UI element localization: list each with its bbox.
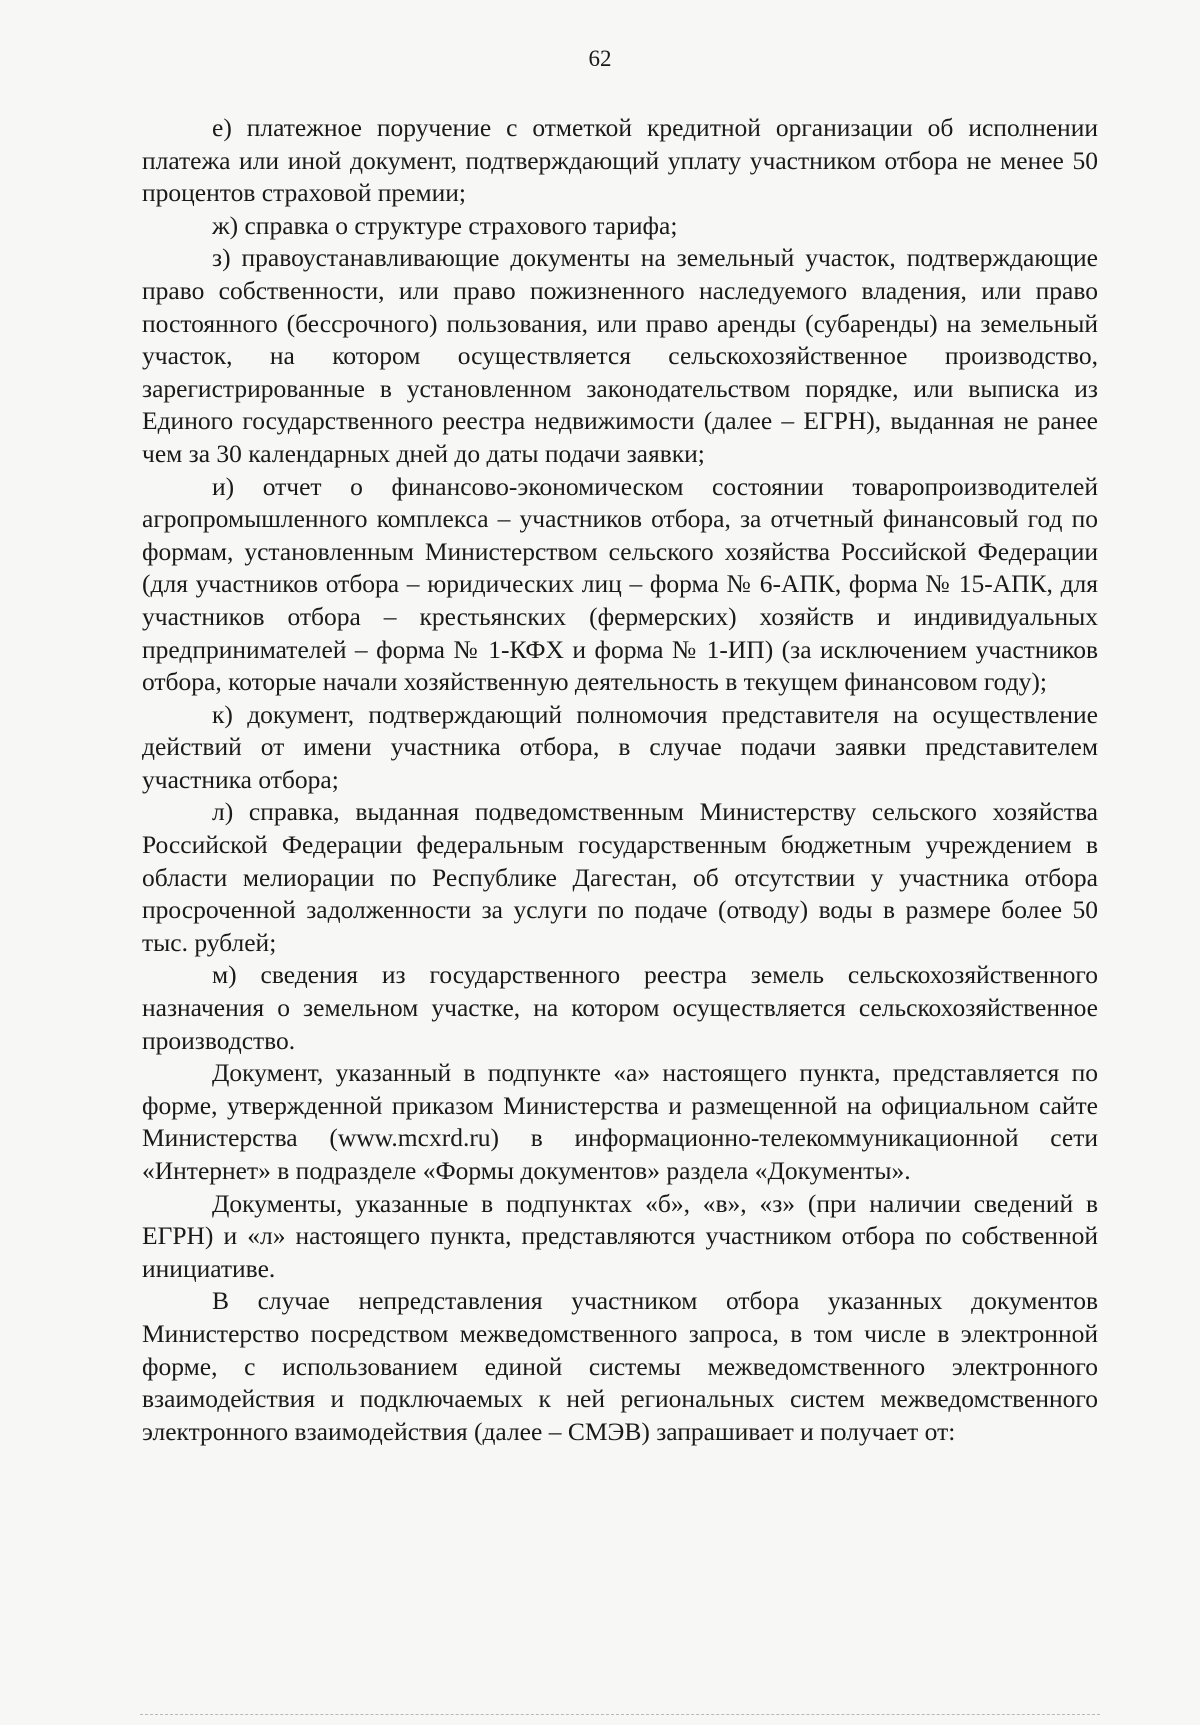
document-body — [142, 112, 1098, 1448]
page-number: 62 — [588, 46, 612, 71]
paragraph-item-i: и) отчет о финансово-экономическом состоянии товаропроизводителей агропромышленного комплекса – участников отбора, за отчетный финансовый год по формам, установленным Министерством сельского хозяйства Российской Федерации (для участников отбора – юридических лиц – форма № 6-АПК, форма № 15-АПК, для участников отбора – крестьянских (фермерских) хозяйств и индивидуальных предпринимателей – форма № 1-КФХ и форма № 1-ИП) (за исключением участников отбора, которые начали хозяйственную деятельность в текущем финансовом году); — [142, 471, 1098, 697]
paragraph-item-m: м) сведения из государственного реестра земель сельскохозяйственного назначения о земельном участке, на котором осуществляется сельскохозяйственное производство. — [142, 960, 1098, 1055]
paragraph-optional-docs: Документы, указанные в подпунктах «б», «в», «з» (при наличии сведений в ЕГРН) и «л» настоящего пункта, представляются участником отбора по собственной инициативе. — [142, 1188, 1098, 1283]
paragraph-item-z: з) правоустанавливающие документы на земельный участок, подтверждающие право собственности, или право пожизненного наследуемого владения, или право постоянного (бессрочного) пользования, или право аренды (субаренды) на земельный участок, на котором осуществляется сельскохозяйственное производство, зарегистрированные в установленном законодательством порядке, или выписка из Единого государственного реестра недвижимости (далее – ЕГРН), выданная не ранее чем за 30 календарных дней до даты подачи заявки; — [142, 243, 1098, 468]
page-bottom-divider — [140, 1714, 1100, 1715]
paragraph-item-zh: ж) справка о структуре страхового тарифа; — [212, 210, 678, 240]
paragraph-interagency-request: В случае непредставления участником отбора указанных документов Министерство посредством межведомственного запроса, в том числе в электронной форме, с использованием единой системы межведомственного электронного взаимодействия и подключаемых к ней региональных систем межведомственного электронного взаимодействия (далее – СМЭВ) запрашивает и получает от: — [142, 1286, 1098, 1446]
paragraph-form-note: Документ, указанный в подпункте «а» настоящего пункта, представляется по форме, утвержденной приказом Министерства и размещенной на официальном сайте Министерства (www.mcxrd.ru) в информационно-телекоммуникационной сети «Интернет» в подразделе «Формы документов» раздела «Документы». — [142, 1058, 1098, 1185]
paragraph-item-e: е) платежное поручение с отметкой кредитной организации об исполнении платежа или иной документ, подтверждающий уплату участником отбора не менее 50 процентов страховой премии; — [142, 113, 1098, 208]
paragraph-item-k: к) документ, подтверждающий полномочия представителя на осуществление действий от имени участника отбора, в случае подачи заявки представителем участника отбора; — [142, 699, 1098, 794]
paragraph-item-l: л) справка, выданная подведомственным Министерству сельского хозяйства Российской Федерации федеральным государственным бюджетным учреждением в области мелиорации по Республике Дагестан, об отсутствии у участника отбора просроченной задолженности за услуги по подаче (отводу) воды в размере более 50 тыс. рублей; — [142, 797, 1098, 957]
